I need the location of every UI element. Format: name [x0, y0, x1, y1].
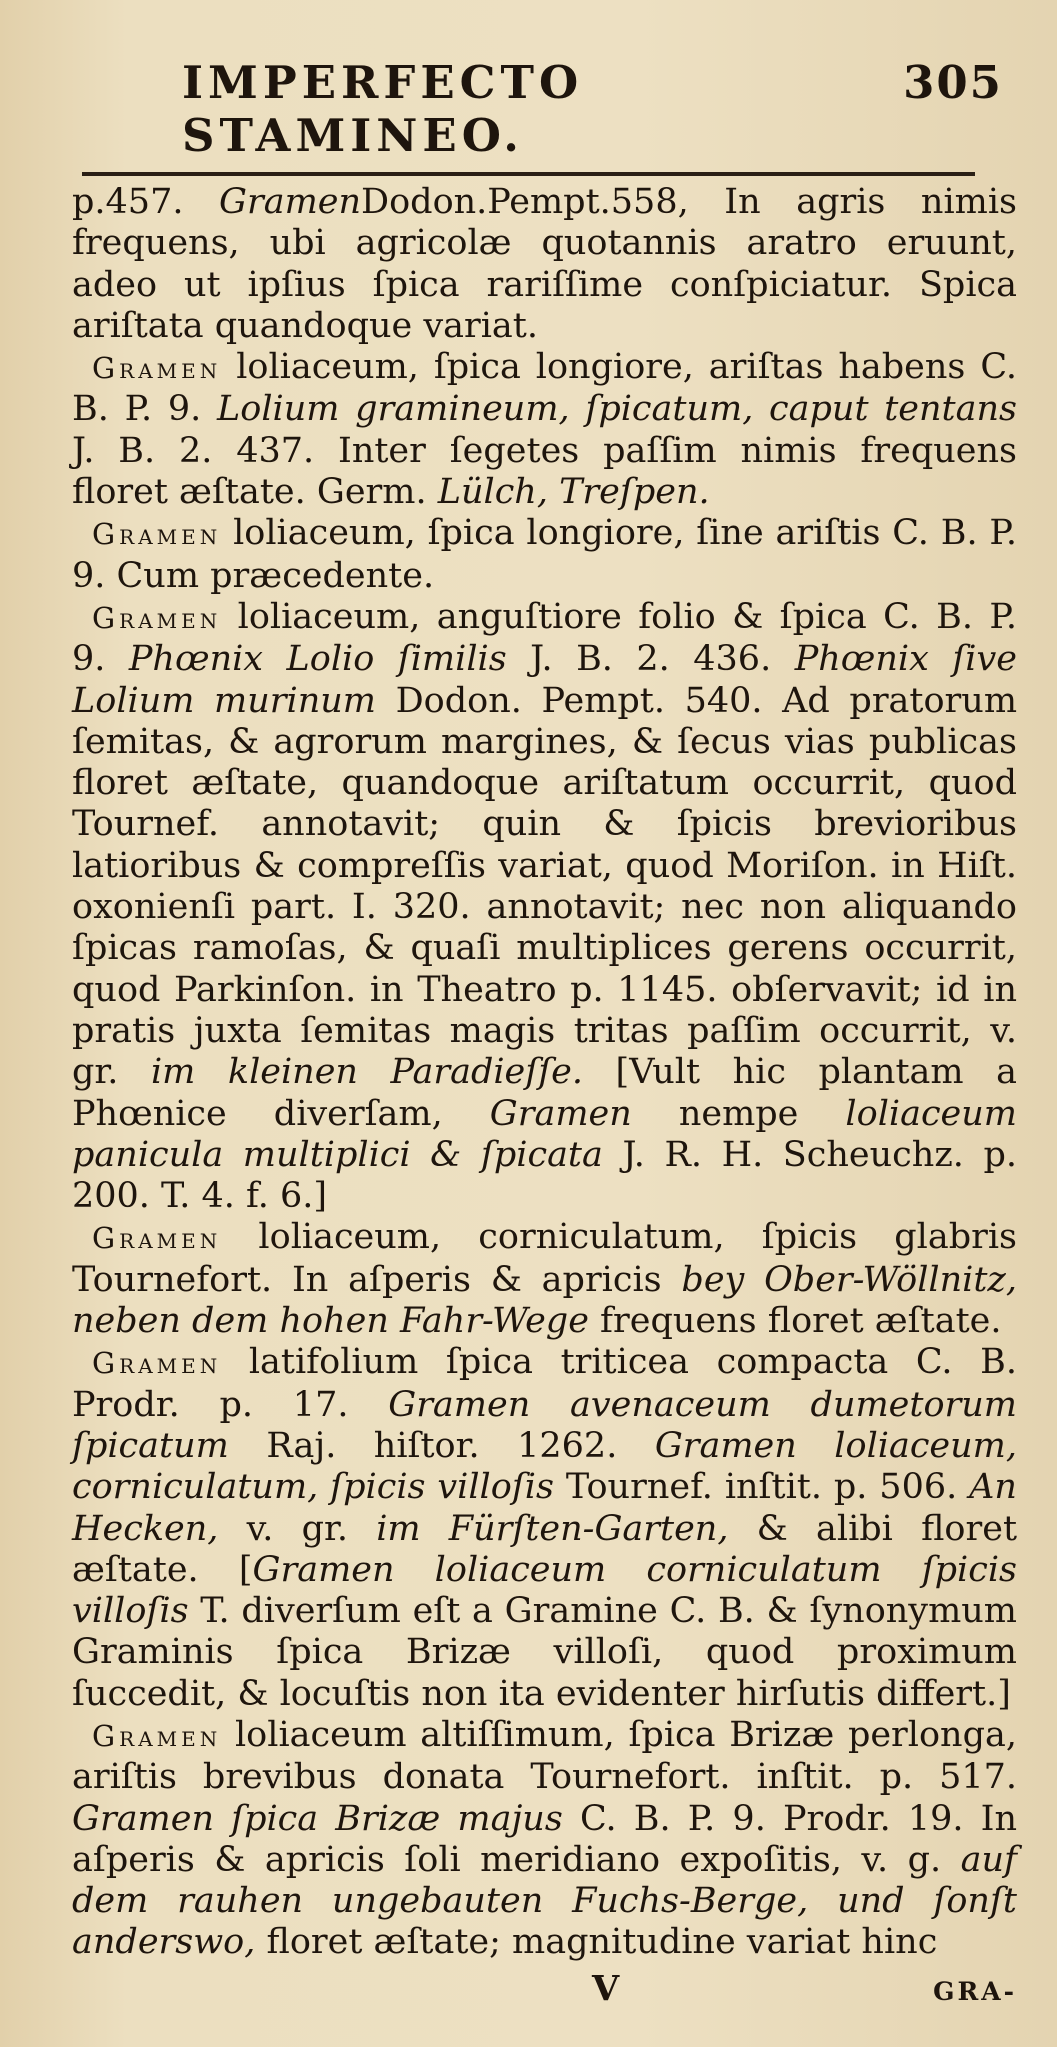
italic-text: Phœnix ſive Lolium murinum	[72, 639, 1017, 721]
italic-text: Gramen loliaceum corniculatum ſpicis villoſis	[72, 1549, 1018, 1632]
page-number: 305	[903, 56, 1003, 109]
italic-text: Gramen ſpica Brizæ majus	[72, 1798, 563, 1839]
catchword: GRA-	[933, 1976, 1017, 2006]
italic-text: Gramen loliaceum, corniculatum, ſpicis villoſis	[72, 1425, 1017, 1508]
italic-text: Lülch, Treſpen.	[437, 472, 710, 513]
signature-mark: V	[592, 1967, 620, 2009]
text-run: [Vult hic plantam a Phœnice diverſam,	[72, 1052, 1017, 1134]
page-header	[72, 56, 1017, 162]
text-run: loliaceum, anguſtiore folio & ſpica C. B. P. 9.	[72, 596, 1017, 680]
italic-text: Phœnix Lolio ſimilis	[128, 639, 507, 680]
text-run: T. diverſum eſt a Gramine C. B. & ſynonymum Graminis ſpica Brizæ villoſi, quod proximum ſuccedit, & locuſtis non ita evidenter hirſutis differt.]	[72, 1591, 1017, 1714]
text-run: v. gr.	[218, 1508, 377, 1549]
text-run: loliaceum, ſpica longiore, ariſtas habens C. B. P. 9.	[72, 347, 1017, 430]
entry-heading: Gramen	[92, 351, 222, 386]
entry-heading: Gramen	[92, 517, 222, 552]
text-run: nempe	[631, 1093, 846, 1134]
italic-text: An Hecken,	[72, 1467, 1017, 1549]
italic-text: im kleinen Paradieſſe.	[150, 1052, 584, 1093]
italic-text: loliaceum panicula multiplici & ſpicata	[72, 1093, 1017, 1175]
text-run: J. R. H. Scheuchz. p. 200. T. 4. f. 6.]	[72, 1134, 1018, 1217]
text-run: C. B. P. 9. Prodr. 19. In aſperis & apricis ſoli meridiano expoſitis, v. g.	[72, 1798, 1018, 1880]
paragraph	[72, 1342, 1017, 1715]
italic-text: Gramen avenaceum dumetorum ſpicatum	[72, 1384, 1017, 1466]
text-run: J. B. 2. 436.	[506, 639, 795, 680]
entry-heading: Gramen	[92, 1221, 222, 1256]
paragraph	[72, 1715, 1017, 1964]
paragraph	[72, 1217, 1017, 1342]
header-rule	[82, 172, 975, 176]
text-run: latifolium ſpica triticea compacta C. B. Prodr. p. 17.	[72, 1342, 1017, 1425]
text-run: Dodon. Pempt. 540. Ad pratorum ſemitas, & agrorum margines, & ſecus vias publicas floret æſtate, quandoque ariſtatum occurrit, quod Tournef. annotavit; quin & ſpicis brevioribus latioribus & compreſſis variat, quod Moriſon. in Hiſt. oxonienſi part. I. 320. annotavit; nec non aliquando ſpicas ramoſas, & quaſi multiplices gerens occurrit, quod Parkinſon. in Theatro p. 1145. obſervavit; id in pratis juxta ſemitas magis tritas paſſim occurrit, v. gr.	[72, 680, 1018, 1093]
italic-text: im Fürſten-Garten,	[376, 1508, 729, 1549]
text-run: Tournef. inſtit. p. 506.	[553, 1467, 970, 1508]
italic-text: Gramen	[489, 1093, 632, 1134]
body-text	[72, 182, 1017, 1964]
entry-heading: Gramen	[92, 1718, 222, 1753]
text-run: loliaceum altiſſimum, ſpica Brizæ perlonga, ariſtis brevibus donata Tournefort. inſtit. p. 517.	[72, 1714, 1017, 1798]
text-run: & alibi floret æſtate. [	[72, 1508, 1018, 1590]
running-title: IMPERFECTO STAMINEO.	[182, 56, 584, 162]
page-footer	[72, 1964, 1017, 2009]
italic-text: bey Ober-Wöllnitz, neben dem hohen Fahr-Wege	[72, 1259, 1017, 1342]
text-run: Raj. hiſtor. 1262.	[228, 1425, 655, 1466]
text-run: Dodon.Pempt.558, In agris nimis frequens, ubi agricolæ quotannis aratro eruunt, adeo ut ipſius ſpica rariſſime conſpiciatur. Spica ariſtata quandoque variat.	[72, 182, 1017, 346]
text-run: loliaceum, ſpica longiore, ſine ariſtis C. B. P. 9. Cum præcedente.	[72, 513, 1017, 596]
italic-text: auf dem rauhen ungebauten Fuchs-Berge, und ſonſt anderswo,	[72, 1839, 1017, 1963]
entry-heading: Gramen	[92, 600, 222, 635]
italic-text: Gramen	[219, 182, 362, 222]
italic-text: Lolium gramineum, ſpicatum, caput tentans	[217, 389, 1017, 430]
paragraph	[72, 347, 1017, 513]
paragraph	[72, 597, 1017, 1217]
text-run: loliaceum, corniculatum, ſpicis glabris Tournefort. In aſperis & apricis	[72, 1217, 1017, 1300]
text-run: frequens floret æſtate.	[588, 1301, 1002, 1342]
paragraph	[72, 513, 1017, 597]
text-run: p.457.	[72, 182, 220, 222]
text-run: floret æſtate; magnitudine variat hinc	[255, 1922, 938, 1963]
text-run: J. B. 2. 437. Inter ſegetes paſſim nimis frequens floret æſtate. Germ.	[72, 430, 1017, 513]
paragraph	[72, 182, 1017, 347]
entry-heading: Gramen	[92, 1346, 222, 1381]
